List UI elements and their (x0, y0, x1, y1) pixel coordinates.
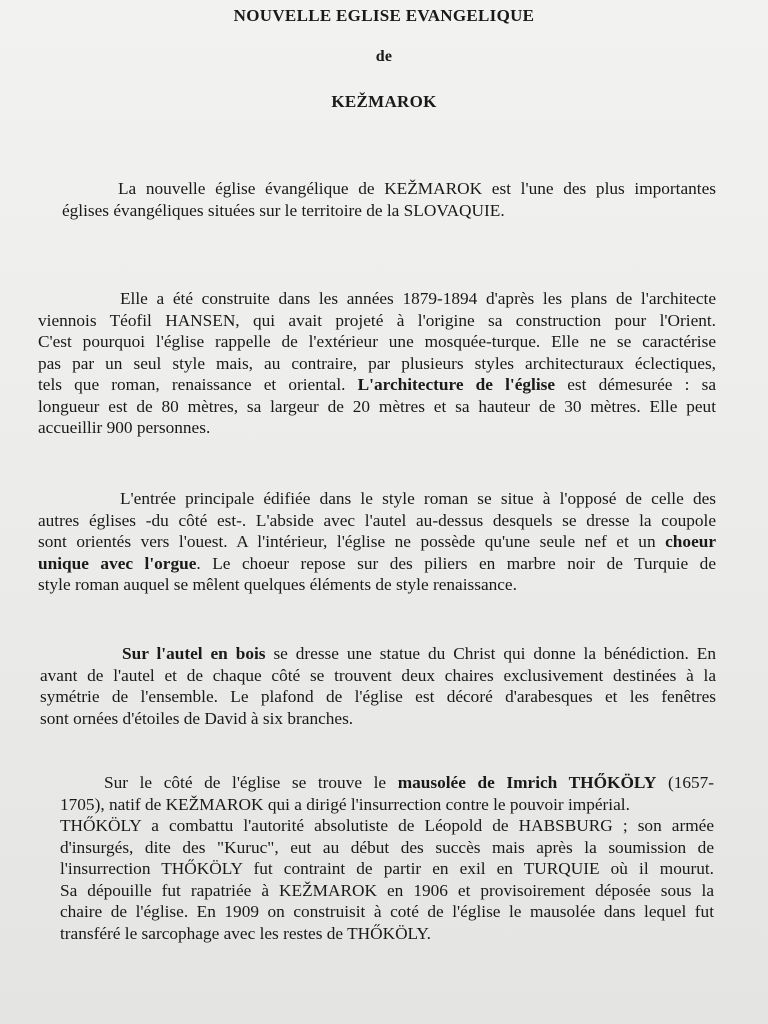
bold-text: mausolée (397, 773, 466, 792)
text-line: églises évangéliques situées sur le territoire de la SLOVAQUIE. (62, 200, 505, 220)
text-line: sont ornées d'étoiles de David à six branches. (40, 708, 354, 728)
text-span: . Le choeur repose sur des piliers en marbre noir de Turquie de (196, 553, 716, 573)
bold-text: L'architecture de l'église (357, 375, 556, 394)
document-title: NOUVELLE EGLISE EVANGELIQUE (233, 6, 535, 25)
text-line: Elle a été construite dans les années 1879-1894 d'après les plans de l'architecte (120, 289, 716, 308)
paragraph-intro (62, 178, 716, 221)
text-line (38, 531, 716, 553)
text-line (38, 553, 716, 575)
text-line: viennois Téofil HANSEN, qui avait projeté à l'origine sa construction pour l'Orient. (38, 310, 716, 330)
text-span: se dresse une statue du Christ qui donne la bénédiction. En (273, 644, 716, 663)
text-line: symétrie de l'ensemble. Le plafond de l'église est décoré d'arabesques et les fenêtres (40, 687, 716, 706)
document-title-connector: de (375, 48, 393, 65)
text-span: est démesurée : sa (567, 375, 716, 394)
paragraph-construction (38, 288, 716, 439)
text-line: avant de l'autel et de chaque côté se trouvent deux chaires exclusivement destinées à la (40, 665, 716, 685)
text-line: transféré le sarcophage avec les restes de THŐKÖLY. (60, 923, 431, 943)
text-span: Sur le côté de l'église se trouve le (104, 773, 387, 792)
bold-text: Sur l'autel en bois (122, 644, 266, 663)
text-line (38, 374, 716, 396)
text-line: d'insurgés, dite des "Kuruc", eut au début des succès mais après la soumission de (60, 837, 714, 857)
document-title-city: KEŽMAROK (331, 92, 437, 111)
text-line: 1705), natif de KEŽMAROK qui a dirigé l'insurrection contre le pouvoir impérial. (60, 794, 630, 814)
paragraph-entrance (38, 488, 716, 596)
text-line: L'entrée principale édifiée dans le style roman se situe à l'opposé de celle des (120, 489, 716, 508)
text-line: style roman auquel se mêlent quelques éléments de style renaissance. (38, 575, 517, 594)
text-line: autres églises -du côté est-. L'abside avec l'autel au-dessus desquels se dresse la coupole (38, 510, 716, 530)
paragraph-mausoleum (60, 772, 714, 944)
bold-text: de (477, 773, 495, 792)
bold-text: choeur (665, 532, 717, 551)
text-line (40, 643, 716, 665)
paragraph-altar (40, 643, 716, 729)
text-line: chaire de l'église. En 1909 on construisit à coté de l'église le mausolée dans lequel fut (60, 902, 714, 921)
text-line: pas par un seul style mais, au contraire, par plusieurs styles architecturaux éclectiques, (38, 353, 716, 373)
text-span: tels que roman, renaissance et oriental. (38, 375, 346, 394)
text-line: C'est pourquoi l'église rappelle de l'extérieur une mosquée-turque. Elle ne se caractérise (38, 332, 716, 351)
text-line (60, 772, 714, 794)
text-line: l'insurrection THŐKÖLY fut contraint de partir en exil en TURQUIE où il mourut. (60, 859, 714, 878)
text-line: La nouvelle église évangélique de KEŽMAROK est l'une des plus importantes (118, 179, 716, 198)
text-line: longueur est de 80 mètres, sa largeur de 20 mètres et sa hauteur de 30 mètres. Elle peut (38, 396, 716, 416)
bold-text: Imrich THŐKÖLY (506, 773, 657, 792)
bold-text: unique avec l'orgue (38, 553, 197, 573)
text-span: (1657- (667, 773, 715, 792)
text-line: THŐKÖLY a combattu l'autorité absolutiste de Léopold de HABSBURG ; son armée (60, 816, 714, 835)
text-line: Sa dépouille fut rapatriée à KEŽMAROK en 1906 et provisoirement déposée sous la (60, 880, 714, 900)
text-line: accueillir 900 personnes. (38, 418, 211, 437)
text-span: sont orientés vers l'ouest. A l'intérieur, l'église ne possède qu'une seule nef et un (38, 532, 656, 551)
